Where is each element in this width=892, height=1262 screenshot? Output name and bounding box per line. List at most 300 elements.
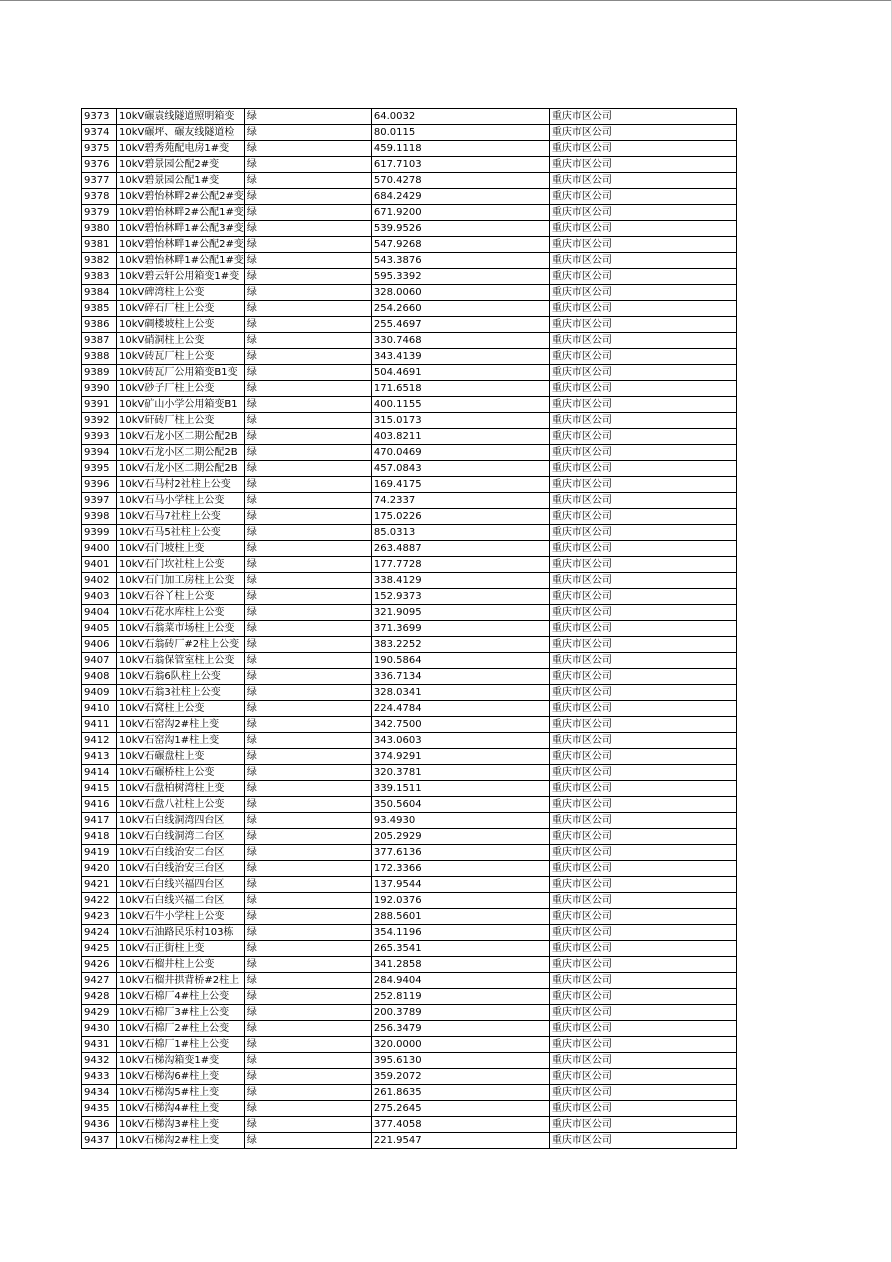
- row-id-cell: 9413: [82, 749, 117, 765]
- transformer-name-cell: 10kV石棉厂1#柱上公变: [117, 1037, 245, 1053]
- value-cell: 74.2337: [371, 493, 549, 509]
- transformer-name-cell: 10kV石牛小学柱上公变: [117, 909, 245, 925]
- row-id-cell: 9402: [82, 573, 117, 589]
- row-id-cell: 9434: [82, 1085, 117, 1101]
- company-cell: 重庆市区公司: [549, 813, 736, 829]
- value-cell: 371.3699: [371, 621, 549, 637]
- value-cell: 377.6136: [371, 845, 549, 861]
- color-cell: 绿: [244, 1117, 371, 1133]
- table-row: [82, 973, 737, 989]
- table-row: [82, 237, 737, 253]
- transformer-name-cell: 10kV石门加工房柱上公变: [117, 573, 245, 589]
- value-cell: 256.3479: [371, 1021, 549, 1037]
- table-row: [82, 477, 737, 493]
- transformer-name-cell: 10kV石棉厂2#柱上公变: [117, 1021, 245, 1037]
- color-cell: 绿: [244, 861, 371, 877]
- table-row: [82, 1037, 737, 1053]
- row-id-cell: 9424: [82, 925, 117, 941]
- transformer-name-cell: 10kV石碾盘柱上变: [117, 749, 245, 765]
- value-cell: 224.4784: [371, 701, 549, 717]
- transformer-name-cell: 10kV石翁砖厂#2柱上公变: [117, 637, 245, 653]
- color-cell: 绿: [244, 717, 371, 733]
- company-cell: 重庆市区公司: [549, 141, 736, 157]
- table-row: [82, 909, 737, 925]
- value-cell: 470.0469: [371, 445, 549, 461]
- table-row: [82, 221, 737, 237]
- transformer-name-cell: 10kV石白线兴福四台区: [117, 877, 245, 893]
- color-cell: 绿: [244, 157, 371, 173]
- transformer-name-cell: 10kV砖瓦厂公用箱变B1变: [117, 365, 245, 381]
- transformer-name-cell: 10kV碾袁线隧道照明箱变: [117, 109, 245, 125]
- value-cell: 617.7103: [371, 157, 549, 173]
- table-row: [82, 957, 737, 973]
- table-row: [82, 781, 737, 797]
- company-cell: 重庆市区公司: [549, 205, 736, 221]
- row-id-cell: 9427: [82, 973, 117, 989]
- company-cell: 重庆市区公司: [549, 349, 736, 365]
- value-cell: 330.7468: [371, 333, 549, 349]
- value-cell: 93.4930: [371, 813, 549, 829]
- transformer-name-cell: 10kV石梯沟2#柱上变: [117, 1133, 245, 1149]
- color-cell: 绿: [244, 333, 371, 349]
- color-cell: 绿: [244, 765, 371, 781]
- table-row: [82, 509, 737, 525]
- value-cell: 261.8635: [371, 1085, 549, 1101]
- value-cell: 341.2858: [371, 957, 549, 973]
- color-cell: 绿: [244, 813, 371, 829]
- transformer-name-cell: 10kV砂子厂柱上公变: [117, 381, 245, 397]
- transformer-name-cell: 10kV石白线洞湾四台区: [117, 813, 245, 829]
- row-id-cell: 9389: [82, 365, 117, 381]
- transformer-name-cell: 10kV矿山小学公用箱变B1: [117, 397, 245, 413]
- company-cell: 重庆市区公司: [549, 861, 736, 877]
- color-cell: 绿: [244, 893, 371, 909]
- value-cell: 671.9200: [371, 205, 549, 221]
- color-cell: 绿: [244, 237, 371, 253]
- table-row: [82, 493, 737, 509]
- transformer-name-cell: 10kV石榴井柱上公变: [117, 957, 245, 973]
- value-cell: 400.1155: [371, 397, 549, 413]
- company-cell: 重庆市区公司: [549, 157, 736, 173]
- transformer-name-cell: 10kV石梯沟3#柱上变: [117, 1117, 245, 1133]
- company-cell: 重庆市区公司: [549, 285, 736, 301]
- table-row: [82, 381, 737, 397]
- value-cell: 190.5864: [371, 653, 549, 669]
- transformer-name-cell: 10kV碧景园公配2#变: [117, 157, 245, 173]
- table-row: [82, 941, 737, 957]
- color-cell: 绿: [244, 253, 371, 269]
- value-cell: 328.0060: [371, 285, 549, 301]
- transformer-name-cell: 10kV石白线兴福二台区: [117, 893, 245, 909]
- company-cell: 重庆市区公司: [549, 957, 736, 973]
- color-cell: 绿: [244, 141, 371, 157]
- row-id-cell: 9409: [82, 685, 117, 701]
- value-cell: 315.0173: [371, 413, 549, 429]
- color-cell: 绿: [244, 541, 371, 557]
- transformer-name-cell: 10kV石马7社柱上公变: [117, 509, 245, 525]
- transformer-name-cell: 10kV石盘八社柱上公变: [117, 797, 245, 813]
- table-body: [82, 109, 737, 1149]
- transformer-name-cell: 10kV碉楼坡柱上公变: [117, 317, 245, 333]
- table-row: [82, 541, 737, 557]
- value-cell: 354.1196: [371, 925, 549, 941]
- color-cell: 绿: [244, 125, 371, 141]
- company-cell: 重庆市区公司: [549, 301, 736, 317]
- table-row: [82, 525, 737, 541]
- transformer-name-cell: 10kV碧秀苑配电房1#变: [117, 141, 245, 157]
- transformer-name-cell: 10kV石白线治安二台区: [117, 845, 245, 861]
- color-cell: 绿: [244, 925, 371, 941]
- company-cell: 重庆市区公司: [549, 237, 736, 253]
- table-row: [82, 605, 737, 621]
- table-row: [82, 749, 737, 765]
- color-cell: 绿: [244, 733, 371, 749]
- table-row: [82, 445, 737, 461]
- row-id-cell: 9426: [82, 957, 117, 973]
- value-cell: 192.0376: [371, 893, 549, 909]
- color-cell: 绿: [244, 797, 371, 813]
- table-row: [82, 365, 737, 381]
- value-cell: 263.4887: [371, 541, 549, 557]
- table-row: [82, 877, 737, 893]
- transformer-name-cell: 10kV碧怡林畔2#公配2#变: [117, 189, 245, 205]
- company-cell: 重庆市区公司: [549, 317, 736, 333]
- color-cell: 绿: [244, 941, 371, 957]
- color-cell: 绿: [244, 557, 371, 573]
- company-cell: 重庆市区公司: [549, 749, 736, 765]
- company-cell: 重庆市区公司: [549, 845, 736, 861]
- value-cell: 221.9547: [371, 1133, 549, 1149]
- transformer-name-cell: 10kV石梯沟箱变1#变: [117, 1053, 245, 1069]
- value-cell: 342.7500: [371, 717, 549, 733]
- row-id-cell: 9390: [82, 381, 117, 397]
- company-cell: 重庆市区公司: [549, 781, 736, 797]
- transformer-name-cell: 10kV石窑沟1#柱上变: [117, 733, 245, 749]
- row-id-cell: 9380: [82, 221, 117, 237]
- row-id-cell: 9408: [82, 669, 117, 685]
- company-cell: 重庆市区公司: [549, 909, 736, 925]
- color-cell: 绿: [244, 189, 371, 205]
- color-cell: 绿: [244, 877, 371, 893]
- table-row: [82, 333, 737, 349]
- table-row: [82, 733, 737, 749]
- table-row: [82, 253, 737, 269]
- row-id-cell: 9399: [82, 525, 117, 541]
- value-cell: 403.8211: [371, 429, 549, 445]
- value-cell: 395.6130: [371, 1053, 549, 1069]
- table-row: [82, 797, 737, 813]
- table-row: [82, 1069, 737, 1085]
- value-cell: 265.3541: [371, 941, 549, 957]
- company-cell: 重庆市区公司: [549, 1117, 736, 1133]
- color-cell: 绿: [244, 1133, 371, 1149]
- company-cell: 重庆市区公司: [549, 621, 736, 637]
- row-id-cell: 9420: [82, 861, 117, 877]
- company-cell: 重庆市区公司: [549, 637, 736, 653]
- row-id-cell: 9435: [82, 1101, 117, 1117]
- table-row: [82, 1085, 737, 1101]
- row-id-cell: 9411: [82, 717, 117, 733]
- company-cell: 重庆市区公司: [549, 733, 736, 749]
- table-row: [82, 589, 737, 605]
- page-top-border: [0, 0, 892, 1]
- color-cell: 绿: [244, 909, 371, 925]
- transformer-name-cell: 10kV石翁3社柱上公变: [117, 685, 245, 701]
- table-row: [82, 765, 737, 781]
- row-id-cell: 9419: [82, 845, 117, 861]
- value-cell: 339.1511: [371, 781, 549, 797]
- value-cell: 284.9404: [371, 973, 549, 989]
- transformer-name-cell: 10kV碧怡林畔1#公配2#变: [117, 237, 245, 253]
- table-row: [82, 205, 737, 221]
- row-id-cell: 9414: [82, 765, 117, 781]
- value-cell: 200.3789: [371, 1005, 549, 1021]
- row-id-cell: 9382: [82, 253, 117, 269]
- color-cell: 绿: [244, 701, 371, 717]
- row-id-cell: 9387: [82, 333, 117, 349]
- value-cell: 169.4175: [371, 477, 549, 493]
- transformer-name-cell: 10kV石翁6队柱上公变: [117, 669, 245, 685]
- transformer-name-cell: 10kV石谷丫柱上公变: [117, 589, 245, 605]
- row-id-cell: 9403: [82, 589, 117, 605]
- company-cell: 重庆市区公司: [549, 893, 736, 909]
- company-cell: 重庆市区公司: [549, 989, 736, 1005]
- row-id-cell: 9405: [82, 621, 117, 637]
- transformer-name-cell: 10kV石龙小区二期公配2B: [117, 429, 245, 445]
- company-cell: 重庆市区公司: [549, 685, 736, 701]
- table-row: [82, 701, 737, 717]
- company-cell: 重庆市区公司: [549, 269, 736, 285]
- color-cell: 绿: [244, 381, 371, 397]
- color-cell: 绿: [244, 637, 371, 653]
- color-cell: 绿: [244, 493, 371, 509]
- value-cell: 275.2645: [371, 1101, 549, 1117]
- row-id-cell: 9385: [82, 301, 117, 317]
- row-id-cell: 9432: [82, 1053, 117, 1069]
- transformer-name-cell: 10kV碑湾柱上公变: [117, 285, 245, 301]
- transformer-name-cell: 10kV石梯沟4#柱上变: [117, 1101, 245, 1117]
- transformer-name-cell: 10kV砖瓦厂柱上公变: [117, 349, 245, 365]
- row-id-cell: 9398: [82, 509, 117, 525]
- transformer-name-cell: 10kV碧怡林畔2#公配1#变: [117, 205, 245, 221]
- row-id-cell: 9425: [82, 941, 117, 957]
- color-cell: 绿: [244, 1069, 371, 1085]
- table-row: [82, 573, 737, 589]
- row-id-cell: 9377: [82, 173, 117, 189]
- value-cell: 175.0226: [371, 509, 549, 525]
- company-cell: 重庆市区公司: [549, 1133, 736, 1149]
- company-cell: 重庆市区公司: [549, 1085, 736, 1101]
- color-cell: 绿: [244, 509, 371, 525]
- transformer-name-cell: 10kV石盘柏树湾柱上变: [117, 781, 245, 797]
- transformer-name-cell: 10kV石碾桥柱上公变: [117, 765, 245, 781]
- transformer-name-cell: 10kV石马小学柱上公变: [117, 493, 245, 509]
- table-row: [82, 317, 737, 333]
- color-cell: 绿: [244, 301, 371, 317]
- row-id-cell: 9378: [82, 189, 117, 205]
- value-cell: 359.2072: [371, 1069, 549, 1085]
- color-cell: 绿: [244, 429, 371, 445]
- row-id-cell: 9415: [82, 781, 117, 797]
- table-row: [82, 1133, 737, 1149]
- color-cell: 绿: [244, 1021, 371, 1037]
- row-id-cell: 9395: [82, 461, 117, 477]
- table-row: [82, 685, 737, 701]
- value-cell: 570.4278: [371, 173, 549, 189]
- value-cell: 85.0313: [371, 525, 549, 541]
- transformer-name-cell: 10kV矸砖厂柱上公变: [117, 413, 245, 429]
- company-cell: 重庆市区公司: [549, 605, 736, 621]
- color-cell: 绿: [244, 221, 371, 237]
- row-id-cell: 9373: [82, 109, 117, 125]
- transformer-name-cell: 10kV石梯沟5#柱上变: [117, 1085, 245, 1101]
- table-row: [82, 637, 737, 653]
- transformer-name-cell: 10kV碧云轩公用箱变1#变: [117, 269, 245, 285]
- company-cell: 重庆市区公司: [549, 253, 736, 269]
- value-cell: 288.5601: [371, 909, 549, 925]
- table-row: [82, 653, 737, 669]
- row-id-cell: 9437: [82, 1133, 117, 1149]
- transformer-name-cell: 10kV石窝柱上公变: [117, 701, 245, 717]
- row-id-cell: 9393: [82, 429, 117, 445]
- color-cell: 绿: [244, 397, 371, 413]
- company-cell: 重庆市区公司: [549, 573, 736, 589]
- value-cell: 595.3392: [371, 269, 549, 285]
- value-cell: 172.3366: [371, 861, 549, 877]
- table-row: [82, 157, 737, 173]
- row-id-cell: 9421: [82, 877, 117, 893]
- row-id-cell: 9391: [82, 397, 117, 413]
- table-row: [82, 669, 737, 685]
- row-id-cell: 9418: [82, 829, 117, 845]
- transformer-name-cell: 10kV石棉厂4#柱上公变: [117, 989, 245, 1005]
- table-row: [82, 893, 737, 909]
- row-id-cell: 9394: [82, 445, 117, 461]
- row-id-cell: 9404: [82, 605, 117, 621]
- color-cell: 绿: [244, 205, 371, 221]
- color-cell: 绿: [244, 845, 371, 861]
- table-row: [82, 125, 737, 141]
- row-id-cell: 9433: [82, 1069, 117, 1085]
- transformer-name-cell: 10kV石门坡柱上变: [117, 541, 245, 557]
- transformer-name-cell: 10kV石龙小区二期公配2B: [117, 445, 245, 461]
- table-row: [82, 861, 737, 877]
- table-row: [82, 1053, 737, 1069]
- company-cell: 重庆市区公司: [549, 1021, 736, 1037]
- table-row: [82, 717, 737, 733]
- transformer-name-cell: 10kV石马5社柱上公变: [117, 525, 245, 541]
- row-id-cell: 9400: [82, 541, 117, 557]
- color-cell: 绿: [244, 621, 371, 637]
- company-cell: 重庆市区公司: [549, 1053, 736, 1069]
- row-id-cell: 9412: [82, 733, 117, 749]
- company-cell: 重庆市区公司: [549, 797, 736, 813]
- color-cell: 绿: [244, 1085, 371, 1101]
- transformer-name-cell: 10kV石翁保管室柱上公变: [117, 653, 245, 669]
- company-cell: 重庆市区公司: [549, 413, 736, 429]
- table-row: [82, 925, 737, 941]
- color-cell: 绿: [244, 653, 371, 669]
- company-cell: 重庆市区公司: [549, 829, 736, 845]
- company-cell: 重庆市区公司: [549, 429, 736, 445]
- company-cell: 重庆市区公司: [549, 1037, 736, 1053]
- row-id-cell: 9397: [82, 493, 117, 509]
- company-cell: 重庆市区公司: [549, 397, 736, 413]
- color-cell: 绿: [244, 461, 371, 477]
- value-cell: 177.7728: [371, 557, 549, 573]
- transformer-name-cell: 10kV碎石厂柱上公变: [117, 301, 245, 317]
- color-cell: 绿: [244, 365, 371, 381]
- value-cell: 343.4139: [371, 349, 549, 365]
- company-cell: 重庆市区公司: [549, 477, 736, 493]
- color-cell: 绿: [244, 1037, 371, 1053]
- value-cell: 320.0000: [371, 1037, 549, 1053]
- company-cell: 重庆市区公司: [549, 973, 736, 989]
- company-cell: 重庆市区公司: [549, 717, 736, 733]
- company-cell: 重庆市区公司: [549, 525, 736, 541]
- row-id-cell: 9436: [82, 1117, 117, 1133]
- transformer-name-cell: 10kV碧怡林畔1#公配1#变: [117, 253, 245, 269]
- value-cell: 171.6518: [371, 381, 549, 397]
- company-cell: 重庆市区公司: [549, 381, 736, 397]
- value-cell: 321.9095: [371, 605, 549, 621]
- color-cell: 绿: [244, 109, 371, 125]
- company-cell: 重庆市区公司: [549, 541, 736, 557]
- transformer-name-cell: 10kV碧景园公配1#变: [117, 173, 245, 189]
- row-id-cell: 9428: [82, 989, 117, 1005]
- transformer-name-cell: 10kV碧怡林畔1#公配3#变: [117, 221, 245, 237]
- color-cell: 绿: [244, 973, 371, 989]
- value-cell: 377.4058: [371, 1117, 549, 1133]
- row-id-cell: 9376: [82, 157, 117, 173]
- company-cell: 重庆市区公司: [549, 333, 736, 349]
- row-id-cell: 9416: [82, 797, 117, 813]
- value-cell: 152.9373: [371, 589, 549, 605]
- row-id-cell: 9406: [82, 637, 117, 653]
- transformer-name-cell: 10kV石窑沟2#柱上变: [117, 717, 245, 733]
- table-row: [82, 461, 737, 477]
- table-row: [82, 189, 737, 205]
- company-cell: 重庆市区公司: [549, 701, 736, 717]
- row-id-cell: 9423: [82, 909, 117, 925]
- row-id-cell: 9379: [82, 205, 117, 221]
- row-id-cell: 9384: [82, 285, 117, 301]
- transformer-name-cell: 10kV石翁菜市场柱上公变: [117, 621, 245, 637]
- color-cell: 绿: [244, 445, 371, 461]
- company-cell: 重庆市区公司: [549, 461, 736, 477]
- table-row: [82, 301, 737, 317]
- company-cell: 重庆市区公司: [549, 1005, 736, 1021]
- value-cell: 328.0341: [371, 685, 549, 701]
- table-row: [82, 621, 737, 637]
- company-cell: 重庆市区公司: [549, 557, 736, 573]
- color-cell: 绿: [244, 605, 371, 621]
- row-id-cell: 9374: [82, 125, 117, 141]
- company-cell: 重庆市区公司: [549, 765, 736, 781]
- color-cell: 绿: [244, 749, 371, 765]
- company-cell: 重庆市区公司: [549, 1069, 736, 1085]
- value-cell: 320.3781: [371, 765, 549, 781]
- color-cell: 绿: [244, 1005, 371, 1021]
- color-cell: 绿: [244, 957, 371, 973]
- value-cell: 64.0032: [371, 109, 549, 125]
- color-cell: 绿: [244, 669, 371, 685]
- table-row: [82, 829, 737, 845]
- color-cell: 绿: [244, 349, 371, 365]
- table-row: [82, 989, 737, 1005]
- table-row: [82, 1005, 737, 1021]
- transformer-name-cell: 10kV碾坪、碾友线隧道检: [117, 125, 245, 141]
